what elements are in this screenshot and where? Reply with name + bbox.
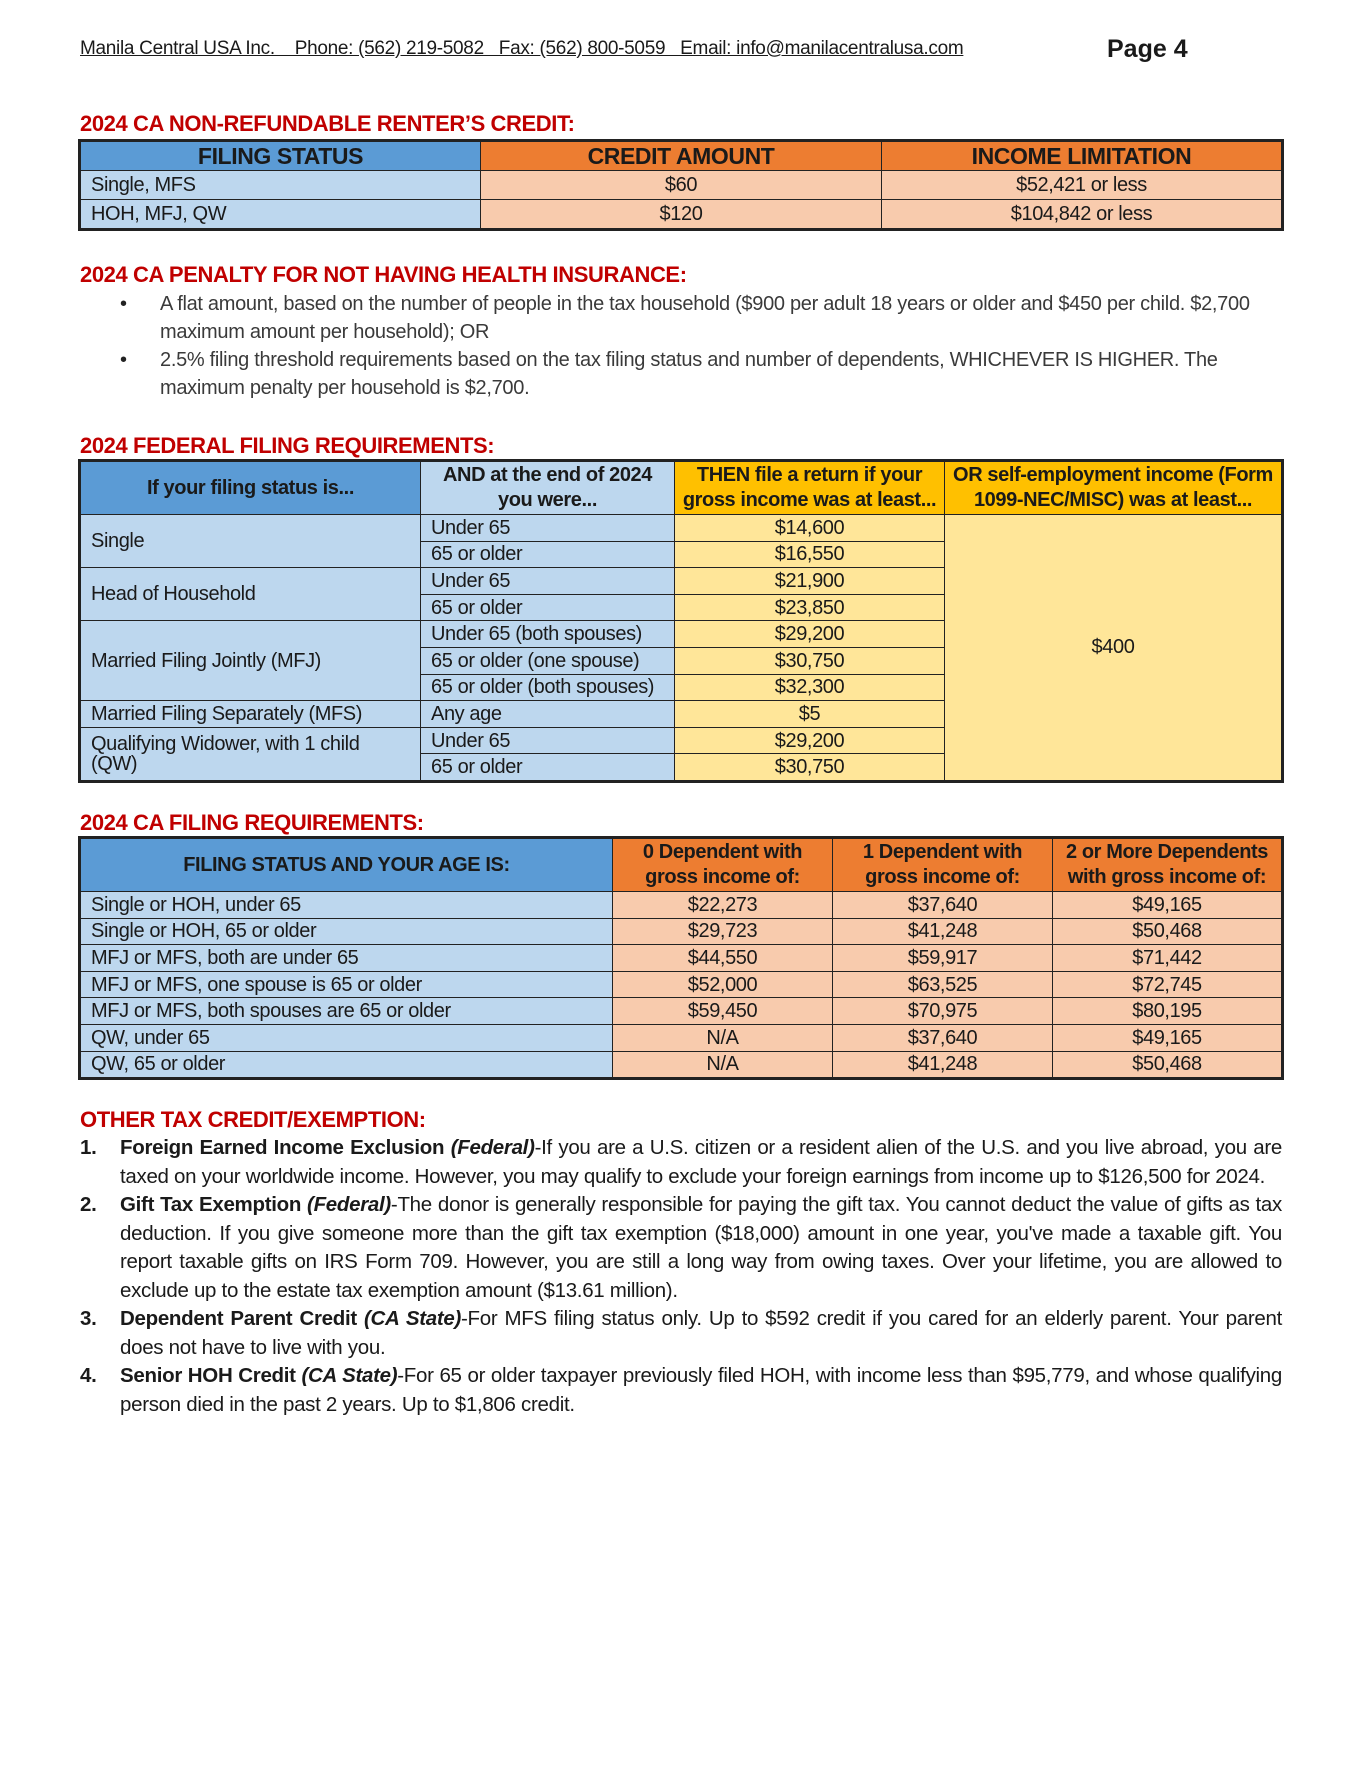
federal-title: 2024 FEDERAL FILING REQUIREMENTS:: [80, 433, 495, 458]
cell-0-dep: $52,000: [613, 971, 833, 998]
cell-amount: $14,600: [675, 515, 945, 542]
cell-1-dep: $41,248: [833, 1051, 1053, 1078]
cell-limit: $52,421 or less: [882, 171, 1282, 200]
cell-0-dep: $22,273: [613, 892, 833, 919]
cell-amount: $30,750: [675, 647, 945, 674]
col-1-dependent: 1 Dependent with gross income of:: [833, 839, 1053, 892]
item-name: Senior HOH Credit: [120, 1364, 296, 1387]
col-filing-status: If your filing status is...: [81, 462, 421, 515]
col-self-employment: OR self-employment income (Form 1099-NEC/MISC) was at least...: [945, 462, 1282, 515]
table-row: [81, 1051, 1282, 1078]
list-item: • 2.5% filing threshold requirements based on the tax filing status and number of dependents, WHICHEVER IS HIGHER. The maximum penalty per household is $2,700.: [120, 346, 1260, 402]
table-row: [81, 918, 1282, 945]
cell-0-dep: N/A: [613, 1051, 833, 1078]
table-row: [81, 945, 1282, 972]
col-0-dependent: 0 Dependent with gross income of:: [613, 839, 833, 892]
col-2-dependents: 2 or More Dependents with gross income of:: [1053, 839, 1282, 892]
item-scope: (Federal): [307, 1193, 391, 1216]
cell-credit: $60: [481, 171, 882, 200]
item-number: 4.: [80, 1364, 97, 1387]
cell-0-dep: $29,723: [613, 918, 833, 945]
cell-age: 65 or older: [421, 541, 675, 568]
table-row: [81, 892, 1282, 919]
list-item: [80, 1191, 1282, 1305]
cell-amount: $30,750: [675, 754, 945, 781]
cell-status: Qualifying Widower, with 1 child (QW): [81, 727, 421, 780]
cell-age: Any age: [421, 701, 675, 728]
item-text: -If you are a U.S. citizen or a resident alien of the U.S. and you live abroad, you are taxed on your worldwide income. However, you may qualify to exclude your foreign earnings from income up to $126,500 for 2024.: [120, 1136, 1282, 1188]
table-row: [81, 998, 1282, 1025]
cell-2-dep: $50,468: [1053, 918, 1282, 945]
item-number: 1.: [80, 1136, 97, 1159]
cell-amount: $32,300: [675, 674, 945, 701]
col-age: AND at the end of 2024 you were...: [421, 462, 675, 515]
col-gross-income: THEN file a return if your gross income was at least...: [675, 462, 945, 515]
item-name: Dependent Parent Credit: [120, 1307, 357, 1330]
list-item: [80, 1362, 1282, 1419]
cell-2-dep: $49,165: [1053, 1024, 1282, 1051]
cell-0-dep: N/A: [613, 1024, 833, 1051]
cell-status: MFJ or MFS, both spouses are 65 or older: [81, 998, 613, 1025]
table-row: [81, 200, 1282, 229]
cell-age: 65 or older (both spouses): [421, 674, 675, 701]
item-name: Foreign Earned Income Exclusion: [120, 1136, 445, 1159]
cell-1-dep: $37,640: [833, 1024, 1053, 1051]
cell-age: 65 or older: [421, 594, 675, 621]
item-scope: (CA State): [301, 1364, 398, 1387]
col-credit-amount: CREDIT AMOUNT: [481, 142, 882, 171]
cell-status: Married Filing Separately (MFS): [81, 701, 421, 728]
cell-amount: $23,850: [675, 594, 945, 621]
table-row: [81, 171, 1282, 200]
cell-age: Under 65: [421, 727, 675, 754]
table-row: [81, 1024, 1282, 1051]
cell-1-dep: $63,525: [833, 971, 1053, 998]
cell-status: Single or HOH, 65 or older: [81, 918, 613, 945]
item-text: -For MFS filing status only. Up to $592 credit if you cared for an elderly parent. Your parent does not have to live with you.: [120, 1307, 1282, 1359]
cell-1-dep: $37,640: [833, 892, 1053, 919]
health-penalty-list: [120, 290, 1260, 402]
health-penalty-title: 2024 CA PENALTY FOR NOT HAVING HEALTH INSURANCE:: [80, 262, 687, 287]
cell-amount: $5: [675, 701, 945, 728]
cell-status: Head of Household: [81, 568, 421, 621]
cell-limit: $104,842 or less: [882, 200, 1282, 229]
list-item: [80, 1134, 1282, 1191]
cell-2-dep: $80,195: [1053, 998, 1282, 1025]
cell-status: Single, MFS: [81, 171, 481, 200]
col-income-limitation: INCOME LIMITATION: [882, 142, 1282, 171]
self-employment-value: $400: [945, 515, 1282, 781]
col-filing-status: FILING STATUS: [81, 142, 481, 171]
cell-age: Under 65: [421, 568, 675, 595]
cell-amount: $16,550: [675, 541, 945, 568]
item-scope: (CA State): [363, 1307, 462, 1330]
cell-1-dep: $70,975: [833, 998, 1053, 1025]
item-number: 3.: [80, 1307, 97, 1330]
item-scope: (Federal): [450, 1136, 535, 1159]
item-name: Gift Tax Exemption: [120, 1193, 302, 1216]
cell-0-dep: $59,450: [613, 998, 833, 1025]
cell-2-dep: $50,468: [1053, 1051, 1282, 1078]
renters-credit-table: [80, 141, 1282, 229]
cell-2-dep: $72,745: [1053, 971, 1282, 998]
cell-status: MFJ or MFS, both are under 65: [81, 945, 613, 972]
cell-status: Single or HOH, under 65: [81, 892, 613, 919]
cell-age: Under 65 (both spouses): [421, 621, 675, 648]
list-item: [80, 1305, 1282, 1362]
cell-amount: $29,200: [675, 727, 945, 754]
cell-age: 65 or older: [421, 754, 675, 781]
other-list: [80, 1134, 1282, 1419]
cell-status: QW, 65 or older: [81, 1051, 613, 1078]
page-number: Page 4: [1107, 35, 1188, 63]
federal-table: [80, 461, 1282, 781]
cell-status: HOH, MFJ, QW: [81, 200, 481, 229]
cell-status: Single: [81, 515, 421, 568]
cell-2-dep: $71,442: [1053, 945, 1282, 972]
cell-2-dep: $49,165: [1053, 892, 1282, 919]
item-number: 2.: [80, 1193, 97, 1216]
ca-filing-title: 2024 CA FILING REQUIREMENTS:: [80, 810, 424, 835]
item-text: -The donor is generally responsible for paying the gift tax. You cannot deduct the value of gifts as tax deduction. If you give someone more than the gift tax exemption ($18,000) amount in one year, you've made a taxable gift. You report taxable gifts on IRS Form 709. However, you are still a long way from owing taxes. Over your lifetime, you are allowed to exclude up to the estate tax exemption amount ($13.61 million).: [120, 1193, 1282, 1302]
cell-credit: $120: [481, 200, 882, 229]
renters-credit-title: 2024 CA NON-REFUNDABLE RENTER’S CREDIT:: [80, 111, 575, 136]
table-row: [81, 515, 1282, 542]
cell-amount: $21,900: [675, 568, 945, 595]
cell-1-dep: $59,917: [833, 945, 1053, 972]
cell-0-dep: $44,550: [613, 945, 833, 972]
ca-filing-table: [80, 838, 1282, 1078]
other-title: OTHER TAX CREDIT/EXEMPTION:: [80, 1107, 426, 1132]
company-header: Manila Central USA Inc. Phone: (562) 219-5082 Fax: (562) 800-5059 Email: info@manilacentralusa.com: [80, 38, 964, 59]
cell-1-dep: $41,248: [833, 918, 1053, 945]
cell-status: MFJ or MFS, one spouse is 65 or older: [81, 971, 613, 998]
list-item: • A flat amount, based on the number of people in the tax household ($900 per adult 18 years or older and $450 per child. $2,700 maximum amount per household); OR: [120, 290, 1260, 346]
cell-amount: $29,200: [675, 621, 945, 648]
item-text: -For 65 or older taxpayer previously filed HOH, with income less than $95,779, and whose qualifying person died in the past 2 years. Up to $1,806 credit.: [120, 1364, 1282, 1416]
cell-status: Married Filing Jointly (MFJ): [81, 621, 421, 701]
table-row: [81, 971, 1282, 998]
col-filing-status-age: FILING STATUS AND YOUR AGE IS:: [81, 839, 613, 892]
cell-age: Under 65: [421, 515, 675, 542]
cell-age: 65 or older (one spouse): [421, 647, 675, 674]
cell-status: QW, under 65: [81, 1024, 613, 1051]
